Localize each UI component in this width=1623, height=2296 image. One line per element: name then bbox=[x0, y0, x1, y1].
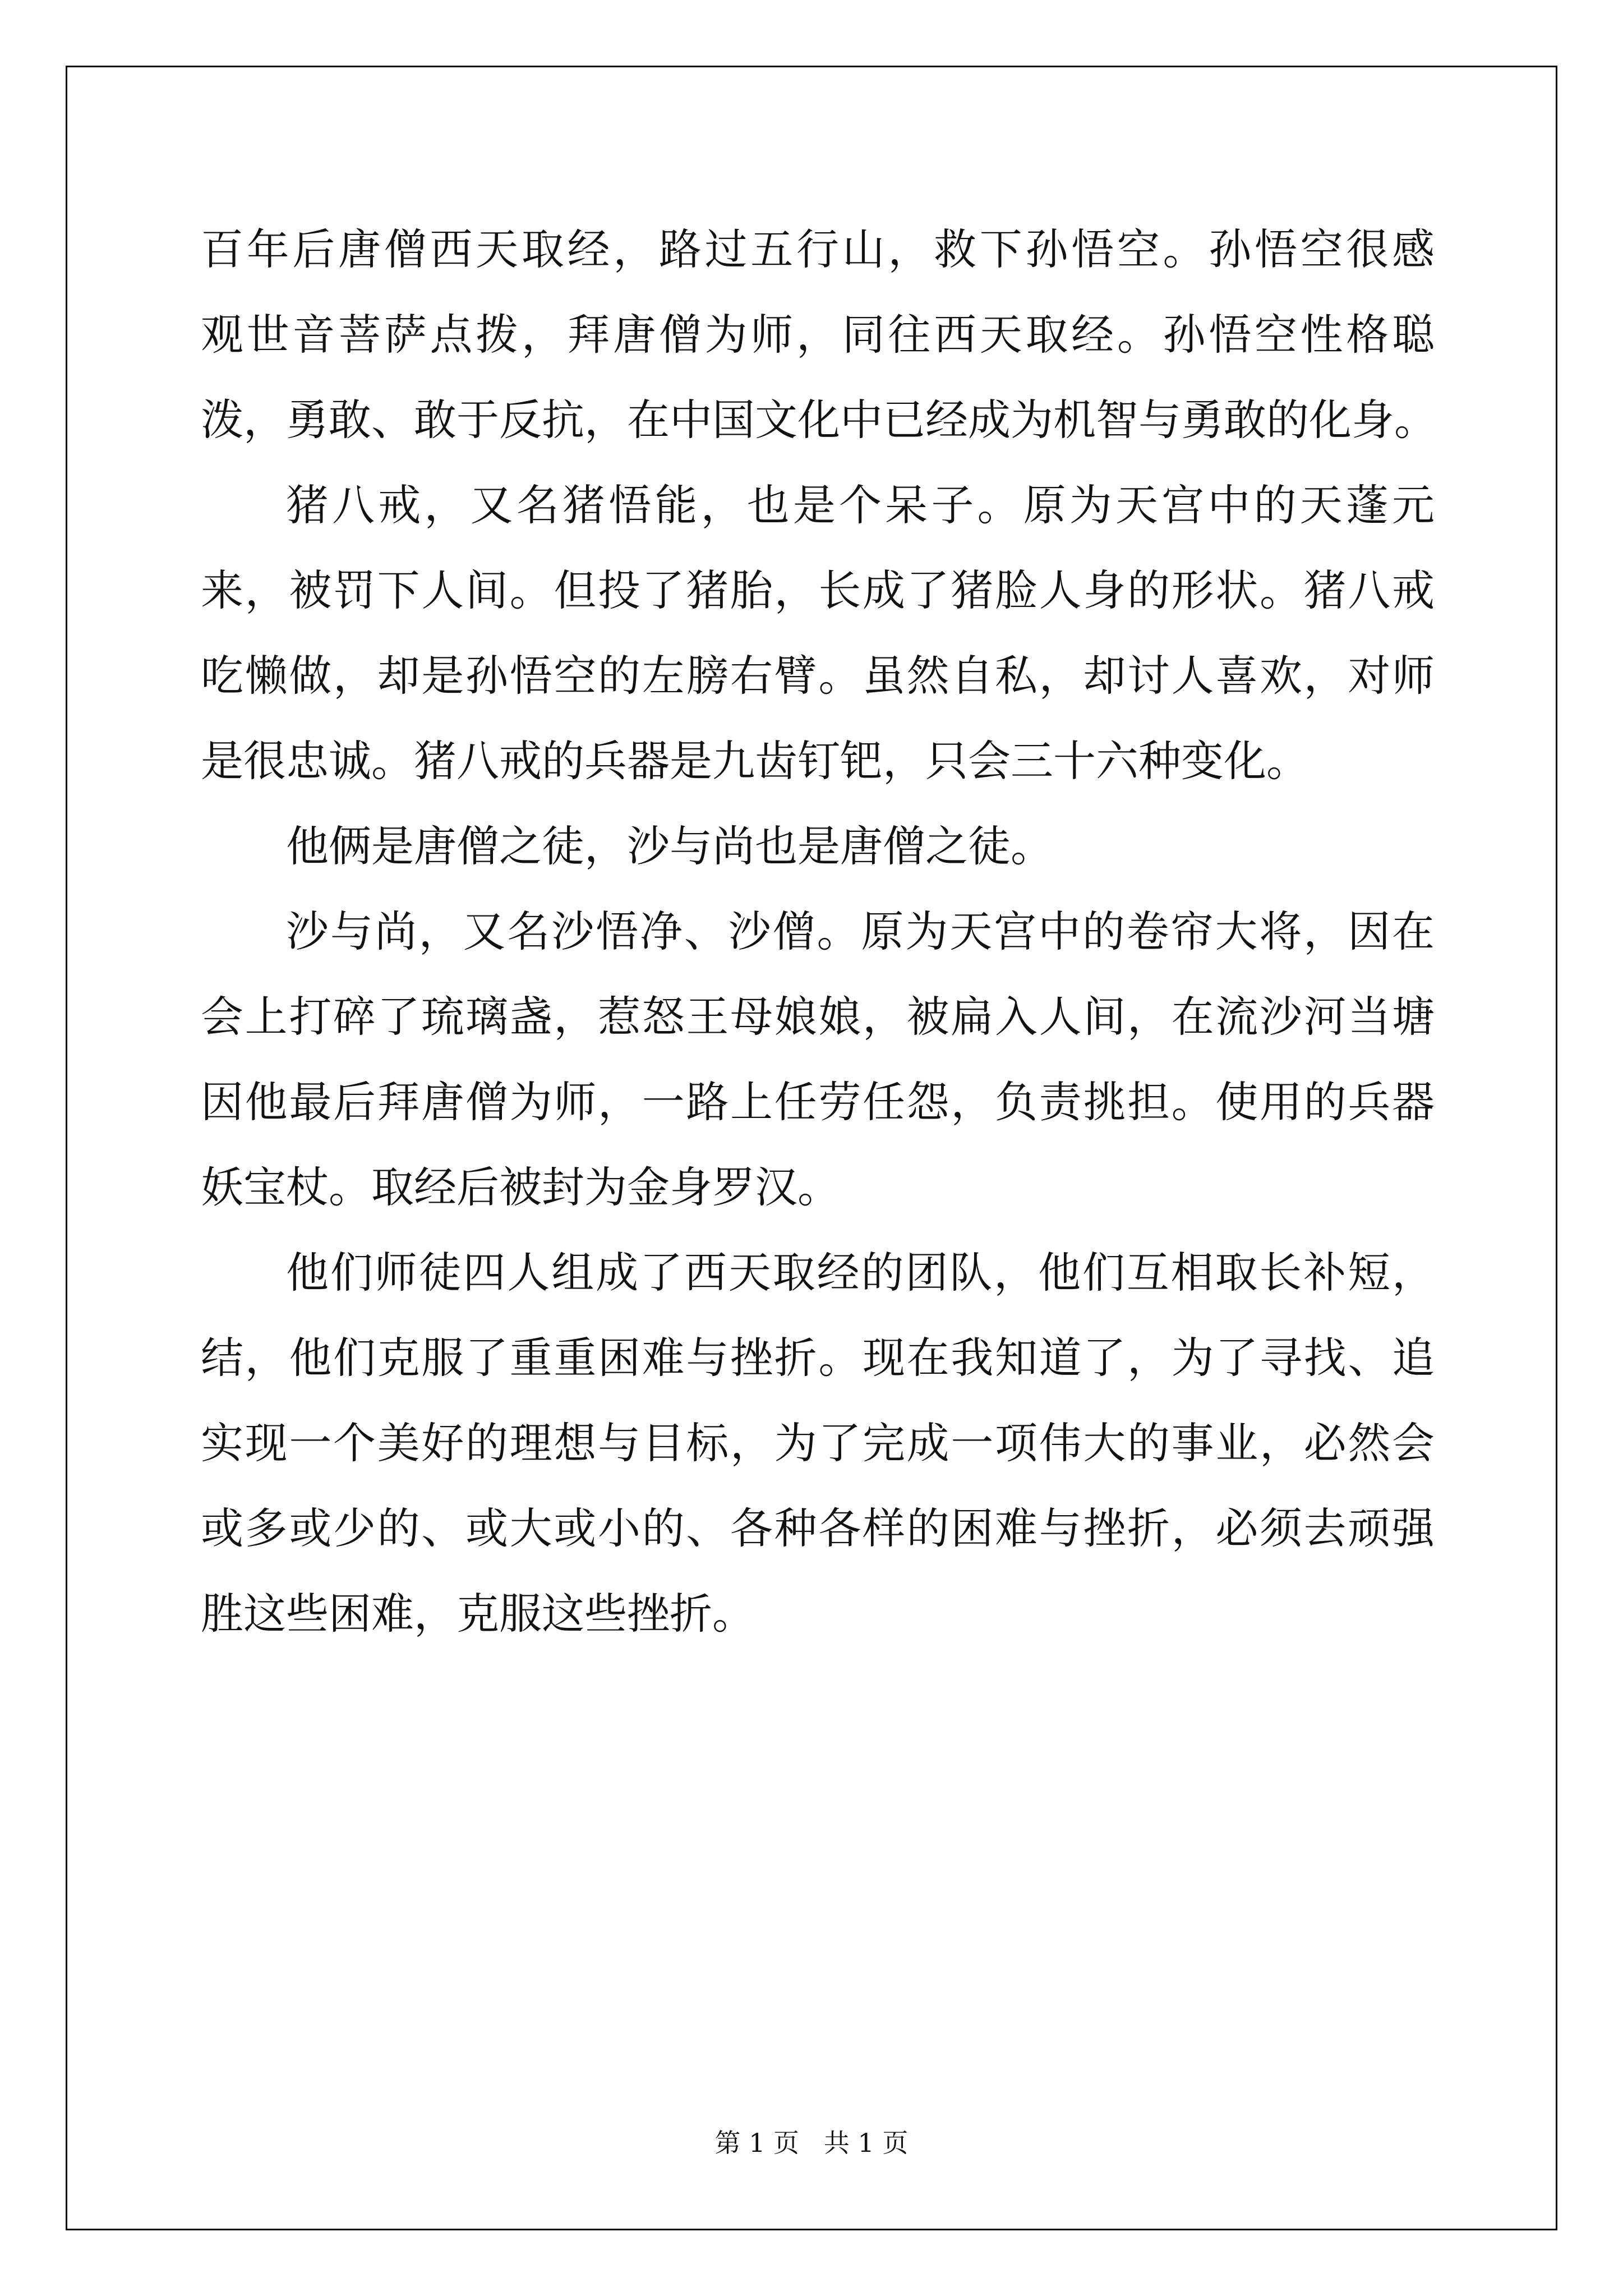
text-line: 妖宝杖。取经后被封为金身罗汉。 bbox=[201, 1162, 840, 1212]
text-line: 实现一个美好的理想与目标，为了完成一项伟大的事业，必然会 bbox=[201, 1418, 1435, 1468]
text-line: 来，被罚下人间。但投了猪胎，长成了猪脸人身的形状。猪八戒 bbox=[201, 565, 1435, 615]
text-line-indented: 他们师徒四人组成了西天取经的团队，他们互相取长补短， bbox=[286, 1248, 1435, 1297]
text-line: 吃懒做，却是孙悟空的左膀右臂。虽然自私，却讨人喜欢，对师 bbox=[201, 651, 1435, 701]
text-line: 会上打碎了琉璃盏，惹怒王母娘娘，被扁入人间，在流沙河当塘 bbox=[201, 992, 1435, 1042]
text-line-indented: 沙与尚，又名沙悟净、沙僧。原为天宫中的卷帘大将，因在 bbox=[286, 907, 1435, 956]
text-line: 结，他们克服了重重困难与挫折。现在我知道了，为了寻找、追 bbox=[201, 1333, 1435, 1383]
text-line: 观世音菩萨点拨，拜唐僧为师，同往西天取经。孙悟空性格聪 bbox=[201, 310, 1435, 360]
document-body bbox=[201, 207, 1435, 1657]
text-line: 百年后唐僧西天取经，路过五行山，救下孙悟空。孙悟空很感 bbox=[201, 224, 1435, 274]
text-line-indented: 猪八戒，又名猪悟能，也是个呆子。原为天宫中的天蓬元 bbox=[286, 480, 1435, 530]
text-line: 是很忠诚。猪八戒的兵器是九齿钉钯，只会三十六种变化。 bbox=[201, 736, 1309, 786]
text-line-indented: 他俩是唐僧之徒，沙与尚也是唐僧之徒。 bbox=[286, 821, 1053, 871]
text-line: 泼，勇敢、敢于反抗，在中国文化中已经成为机智与勇敢的化身。 bbox=[201, 395, 1437, 445]
page-number-footer: 第 1 页 共 1 页 bbox=[714, 2128, 909, 2158]
text-line: 胜这些困难，克服这些挫折。 bbox=[201, 1589, 755, 1639]
text-line: 因他最后拜唐僧为师，一路上任劳任怨，负责挑担。使用的兵器 bbox=[201, 1077, 1435, 1127]
text-line: 或多或少的、或大或小的、各种各样的困难与挫折，必须去顽强 bbox=[201, 1503, 1435, 1553]
